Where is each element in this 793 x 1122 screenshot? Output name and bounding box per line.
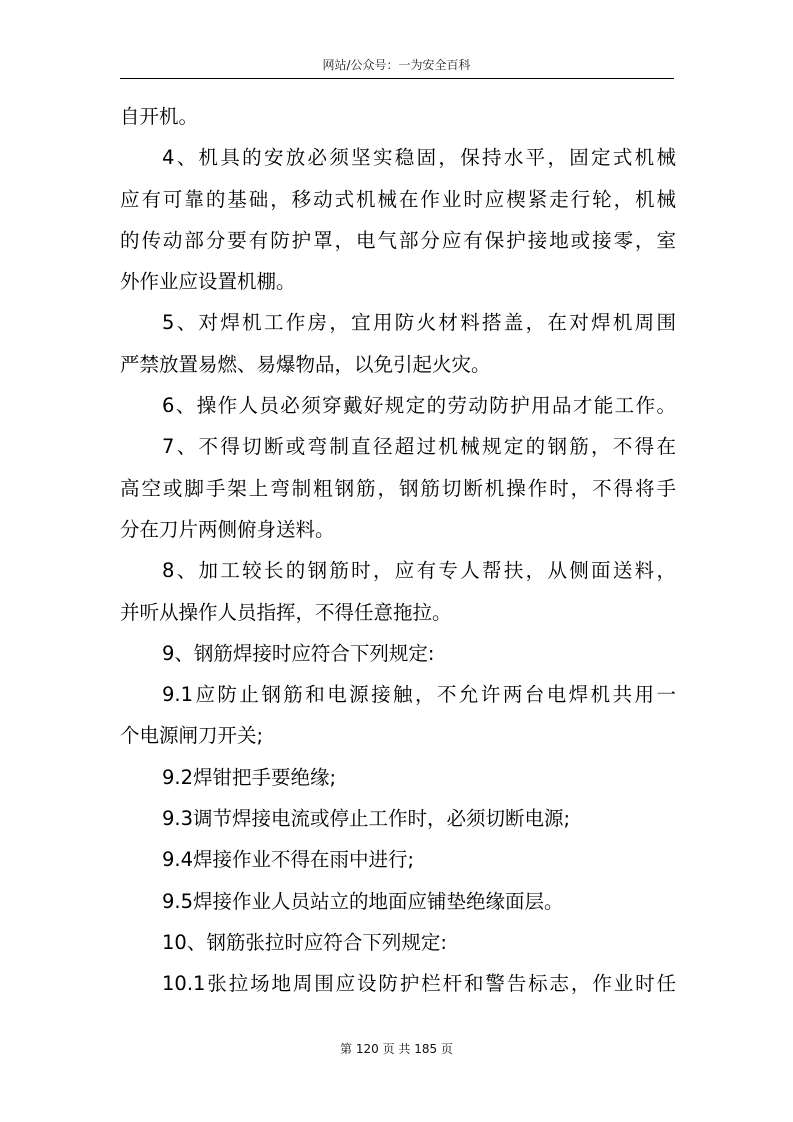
text-line: 9.2焊钳把手要绝缘; <box>162 765 337 789</box>
text-line: 高空或脚手架上弯制粗钢筋，钢筋切断机操作时，不得将手 <box>120 476 676 500</box>
text-line: 10、钢筋张拉时应符合下列规定: <box>162 930 447 954</box>
text-line: 9.3调节焊接电流或停止工作时，必须切断电源; <box>162 807 571 831</box>
text-line: 应有可靠的基础，移动式机械在作业时应楔紧走行轮，机械 <box>120 187 676 211</box>
text-line: 9.5焊接作业人员站立的地面应铺垫绝缘面层。 <box>162 889 564 913</box>
text-line: 5、对焊机工作房，宜用防火材料搭盖，在对焊机周围 <box>162 311 676 335</box>
text-line: 9、钢筋焊接时应符合下列规定: <box>162 641 435 665</box>
text-line: 分在刀片两侧俯身送料。 <box>120 517 335 541</box>
text-line: 9.4焊接作业不得在雨中进行; <box>162 848 415 872</box>
text-line: 并听从操作人员指挥，不得任意拖拉。 <box>120 600 452 624</box>
document-body <box>120 96 676 1005</box>
text-line: 自开机。 <box>120 105 199 128</box>
text-line: 个电源闸刀开关; <box>120 724 264 748</box>
text-line: 8、加工较长的钢筋时，应有专人帮扶，从侧面送料， <box>162 559 676 583</box>
header-divider <box>120 78 674 79</box>
text-line: 外作业应设置机棚。 <box>120 270 296 294</box>
text-line: 7、不得切断或弯制直径超过机械规定的钢筋，不得在 <box>162 435 676 459</box>
text-line: 10.1张拉场地周围应设防护栏杆和警告标志，作业时任 <box>162 972 676 996</box>
page-footer: 第 120 页 共 185 页 <box>340 1042 453 1056</box>
text-line: 严禁放置易燃、易爆物品，以免引起火灾。 <box>120 352 491 376</box>
text-line: 6、操作人员必须穿戴好规定的劳动防护用品才能工作。 <box>162 394 676 418</box>
text-line: 4、机具的安放必须坚实稳固，保持水平，固定式机械 <box>162 146 676 170</box>
text-line: 的传动部分要有防护罩，电气部分应有保护接地或接零，室 <box>120 228 676 252</box>
page-header: 网站/公众号：一为安全百科 <box>322 58 471 72</box>
text-line: 9.1应防止钢筋和电源接触，不允许两台电焊机共用一 <box>162 683 676 707</box>
